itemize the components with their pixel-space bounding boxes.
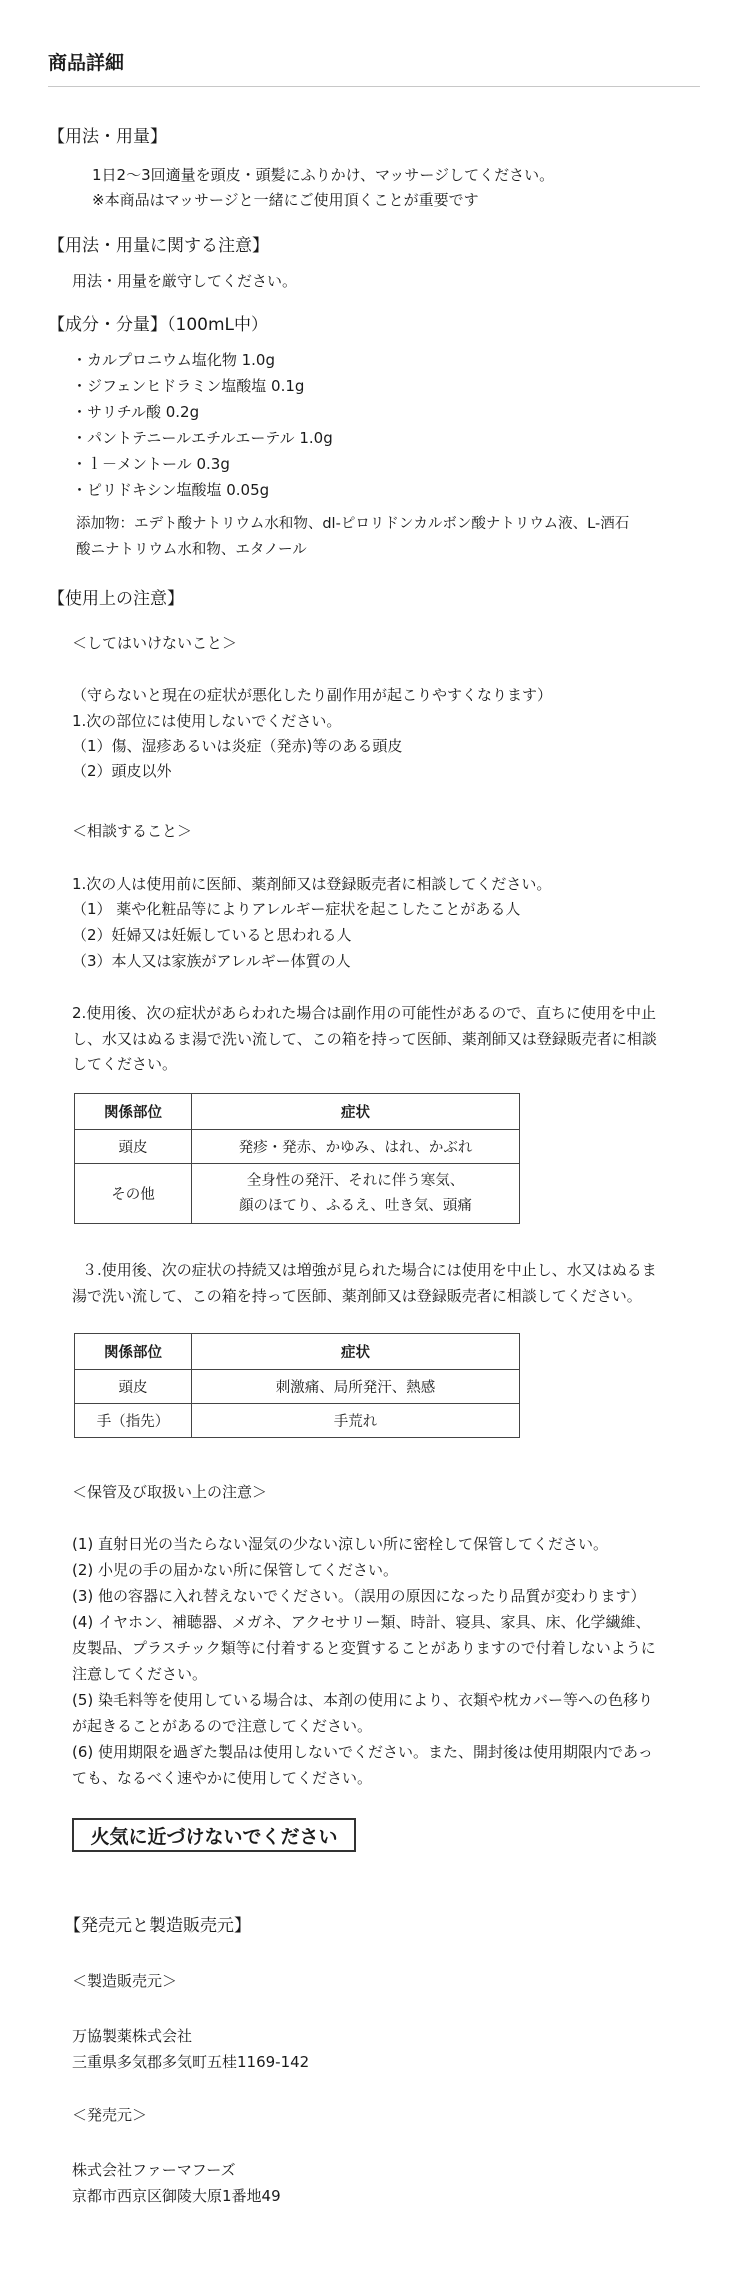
storage-line: (5) 染毛料等を使用している場合は、本剤の使用により、衣類や枕カバー等への色移り (72, 1691, 654, 1709)
seller-heading: ＜発売元＞ (72, 2106, 148, 2124)
usage-caution-heading: 【用法・用量に関する注意】 (48, 236, 269, 256)
seller-address: 京都市西京区御陵大原1番地49 (72, 2187, 281, 2205)
table-cell: その他 (75, 1164, 192, 1224)
storage-line: が起きることがあるので注意してください。 (72, 1717, 373, 1735)
table-header: 症状 (192, 1094, 520, 1130)
storage-line: 皮製品、プラスチック類等に付着すると変質することがありますので付着しないように (72, 1639, 656, 1657)
consult-item-3-line-1: ３.使用後、次の症状の持続又は増強が見られた場合には使用を中止し、水又はぬるま (82, 1261, 657, 1279)
storage-line: (2) 小児の手の届かない所に保管してください。 (72, 1561, 399, 1579)
consult-item-2-line-1: 2.使用後、次の症状があらわれた場合は副作用の可能性があるので、直ちに使用を中止 (72, 1004, 657, 1022)
table-cell: 手荒れ (192, 1404, 520, 1438)
table-cell: 頭皮 (75, 1130, 192, 1164)
symptom-table-2 (74, 1333, 520, 1438)
consult-heading: ＜相談すること＞ (72, 822, 193, 840)
usage-line-1: 1日2〜3回適量を頭皮・頭髪にふりかけ、マッサージしてください。 (92, 166, 555, 184)
storage-line: 注意してください。 (72, 1665, 208, 1683)
dont-note: （守らないと現在の症状が悪化したり副作用が起こりやすくなります） (72, 686, 553, 704)
table-cell: 刺激痛、局所発汗、熱感 (192, 1370, 520, 1404)
maker-heading: ＜製造販売元＞ (72, 1972, 178, 1990)
ingredient-item: ・カルプロニウム塩化物 1.0g (72, 351, 275, 369)
table-cell: 手（指先） (75, 1404, 192, 1438)
dont-item-1a: （1）傷、湿疹あるいは炎症（発赤)等のある頭皮 (72, 737, 403, 755)
ingredients-heading: 【成分・分量】（100mL中） (48, 315, 268, 335)
precautions-heading: 【使用上の注意】 (48, 589, 184, 609)
ingredient-item: ・ジフェンヒドラミン塩酸塩 0.1g (72, 377, 305, 395)
additives-line-2: 酸ニナトリウム水和物、エタノール (76, 542, 307, 558)
consult-item-2-line-3: してください。 (72, 1055, 178, 1073)
ingredient-item: ・パントテニールエチルエーテル 1.0g (72, 429, 333, 447)
maker-address: 三重県多気郡多気町五桂1169-142 (72, 2053, 310, 2071)
ingredient-item: ・ｌ－メントール 0.3g (72, 455, 230, 473)
dont-heading: ＜してはいけないこと＞ (72, 634, 238, 652)
storage-heading: ＜保管及び取扱い上の注意＞ (72, 1483, 268, 1501)
storage-line: (1) 直射日光の当たらない湿気の少ない涼しい所に密栓して保管してください。 (72, 1535, 609, 1553)
table-cell: 頭皮 (75, 1370, 192, 1404)
consult-item-1a: （1） 薬や化粧品等によりアレルギー症状を起こしたことがある人 (72, 900, 521, 918)
storage-line: ても、なるべく速やかに使用してください。 (72, 1769, 373, 1787)
table-header: 関係部位 (75, 1094, 192, 1130)
ingredient-item: ・ピリドキシン塩酸塩 0.05g (72, 481, 270, 499)
page-title: 商品詳細 (48, 52, 125, 74)
company-heading: 【発売元と製造販売元】 (64, 1916, 251, 1936)
table-header: 症状 (192, 1334, 520, 1370)
dont-item-1b: （2）頭皮以外 (72, 762, 172, 780)
consult-item-3-line-2: 湯で洗い流して、この箱を持って医師、薬剤師又は登録販売者に相談してください。 (72, 1287, 642, 1305)
additives-line-1: 添加物：エデト酸ナトリウム水和物、dl-ピロリドンカルボン酸ナトリウム液、L-酒石 (76, 516, 630, 532)
dont-item-1: 1.次の部位には使用しないでください。 (72, 712, 342, 730)
consult-item-2-line-2: し、水又はぬるま湯で洗い流して、この箱を持って医師、薬剤師又は登録販売者に相談 (72, 1030, 657, 1048)
usage-caution-line: 用法・用量を厳守してください。 (72, 272, 298, 290)
symptom-table-1 (74, 1093, 520, 1224)
usage-heading: 【用法・用量】 (48, 127, 167, 147)
consult-item-1: 1.次の人は使用前に医師、薬剤師又は登録販売者に相談してください。 (72, 875, 552, 893)
table-cell: 発疹・発赤、かゆみ、はれ、かぶれ (192, 1130, 520, 1164)
ingredient-item: ・サリチル酸 0.2g (72, 403, 200, 421)
seller-name: 株式会社ファーマフーズ (72, 2161, 236, 2179)
title-divider (48, 86, 700, 87)
usage-line-2: ※本商品はマッサージと一緒にご使用頂くことが重要です (92, 191, 479, 209)
storage-line: (3) 他の容器に入れ替えないでください。（誤用の原因になったり品質が変わります） (72, 1587, 646, 1605)
fire-warning-box: 火気に近づけないでください (72, 1818, 356, 1852)
consult-item-1c: （3）本人又は家族がアレルギー体質の人 (72, 952, 351, 970)
consult-item-1b: （2）妊婦又は妊娠していると思われる人 (72, 926, 352, 944)
table-cell-line: 全身性の発汗、それに伴う寒気、 (246, 1172, 465, 1189)
table-cell (192, 1164, 520, 1224)
maker-name: 万協製薬株式会社 (72, 2027, 193, 2045)
storage-line: (6) 使用期限を過ぎた製品は使用しないでください。また、開封後は使用期限内であっ (72, 1743, 653, 1761)
table-header: 関係部位 (75, 1334, 192, 1370)
table-cell-line: 顔のほてり、ふるえ、吐き気、頭痛 (239, 1197, 472, 1214)
storage-line: (4) イヤホン、補聴器、メガネ、アクセサリー類、時計、寝具、家具、床、化学繊維、 (72, 1613, 651, 1631)
